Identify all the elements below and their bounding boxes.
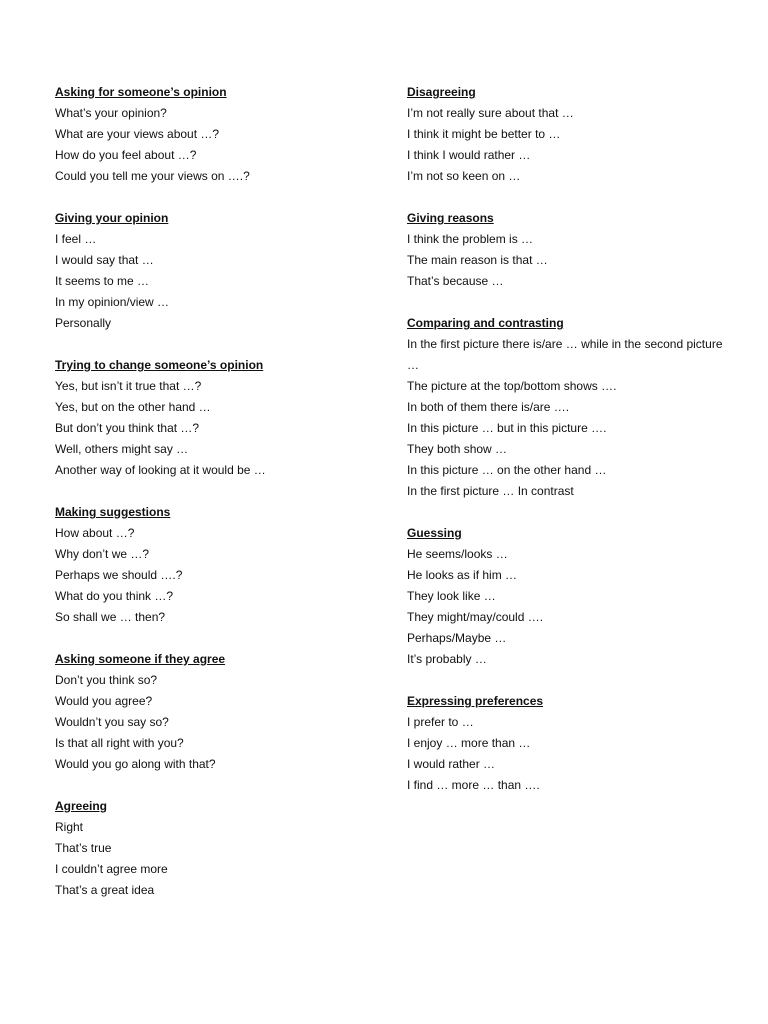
phrase-line: Would you agree? [55, 694, 153, 708]
phrase-line: Would you go along with that? [55, 757, 216, 771]
section-giving-opinion [55, 208, 385, 334]
phrase-line: Is that all right with you? [55, 736, 184, 750]
phrase-line: I couldn’t agree more [55, 862, 168, 876]
phrase-line: But don’t you think that …? [55, 421, 200, 435]
section-asking-agree [55, 649, 385, 775]
section-heading: Disagreeing [407, 85, 476, 99]
phrase-line: In this picture … on the other hand … [407, 463, 607, 477]
phrase-line: I enjoy … more than … [407, 736, 531, 750]
phrase-line: I prefer to … [407, 715, 474, 729]
phrase-line: Perhaps/Maybe … [407, 631, 507, 645]
phrase-line: I think I would rather … [407, 148, 531, 162]
section-heading: Giving your opinion [55, 211, 169, 225]
phrase-line: In my opinion/view … [55, 295, 170, 309]
section-heading: Agreeing [55, 799, 108, 813]
phrase-line: How do you feel about …? [55, 148, 197, 162]
phrase-line: I find … more … than …. [407, 778, 540, 792]
section-making-suggestions [55, 502, 385, 628]
phrase-line: Wouldn’t you say so? [55, 715, 169, 729]
section-guessing [407, 523, 727, 670]
section-giving-reasons [407, 208, 727, 292]
phrase-line: Don’t you think so? [55, 673, 158, 687]
phrase-line: Personally [55, 316, 112, 330]
section-disagreeing [407, 82, 727, 187]
phrase-line: Right [55, 820, 84, 834]
section-agreeing [55, 796, 385, 901]
phrase-line: I would rather … [407, 757, 496, 771]
section-expressing-preferences [407, 691, 727, 796]
phrase-line: What’s your opinion? [55, 106, 167, 120]
section-heading: Making suggestions [55, 505, 171, 519]
phrase-line: He looks as if him … [407, 568, 518, 582]
phrase-line: In the first picture … In contrast [407, 484, 574, 498]
phrase-line: That’s true [55, 841, 112, 855]
phrase-line: In this picture … but in this picture …. [407, 421, 607, 435]
phrase-line: The picture at the top/bottom shows …. [407, 379, 617, 393]
phrase-line: In both of them there is/are …. [407, 400, 570, 414]
phrase-line: I feel … [55, 232, 97, 246]
phrase-line: Yes, but on the other hand … [55, 400, 211, 414]
phrase-line: That’s a great idea [55, 883, 155, 897]
section-heading: Asking someone if they agree [55, 652, 226, 666]
phrase-line: They look like … [407, 589, 496, 603]
section-heading: Asking for someone’s opinion [55, 85, 227, 99]
section-heading: Giving reasons [407, 211, 494, 225]
phrase-line: I would say that … [55, 253, 154, 267]
phrase-line: I’m not so keen on … [407, 169, 521, 183]
phrase-line: I’m not really sure about that … [407, 106, 574, 120]
phrase-line: So shall we … then? [55, 610, 166, 624]
section-heading: Expressing preferences [407, 694, 544, 708]
phrase-line: It seems to me … [55, 274, 150, 288]
phrase-line: Yes, but isn’t it true that …? [55, 379, 202, 393]
phrase-line: He seems/looks … [407, 547, 508, 561]
phrase-line: Could you tell me your views on ….? [55, 169, 250, 183]
phrase-line: That’s because … [407, 274, 504, 288]
section-asking-opinion [55, 82, 385, 187]
phrase-line: What are your views about …? [55, 127, 220, 141]
phrase-line: How about …? [55, 526, 135, 540]
section-changing-opinion [55, 355, 385, 481]
phrase-line: It’s probably … [407, 652, 487, 666]
phrase-line: The main reason is that … [407, 253, 548, 267]
phrase-line: Another way of looking at it would be … [55, 463, 266, 477]
section-comparing-contrasting [407, 313, 727, 502]
phrase-line: They might/may/could …. [407, 610, 544, 624]
right-column [407, 82, 727, 817]
section-heading: Trying to change someone’s opinion [55, 358, 264, 372]
phrase-line: They both show … [407, 442, 508, 456]
section-heading: Guessing [407, 526, 462, 540]
phrase-line: Why don’t we …? [55, 547, 150, 561]
phrase-line: Well, others might say … [55, 442, 189, 456]
left-column [55, 82, 385, 922]
phrase-line: In the first picture there is/are … while in the second picture … [407, 337, 723, 372]
phrase-line: What do you think …? [55, 589, 174, 603]
section-heading: Comparing and contrasting [407, 316, 564, 330]
phrase-line: Perhaps we should ….? [55, 568, 183, 582]
phrase-line: I think it might be better to … [407, 127, 561, 141]
phrase-line: I think the problem is … [407, 232, 534, 246]
